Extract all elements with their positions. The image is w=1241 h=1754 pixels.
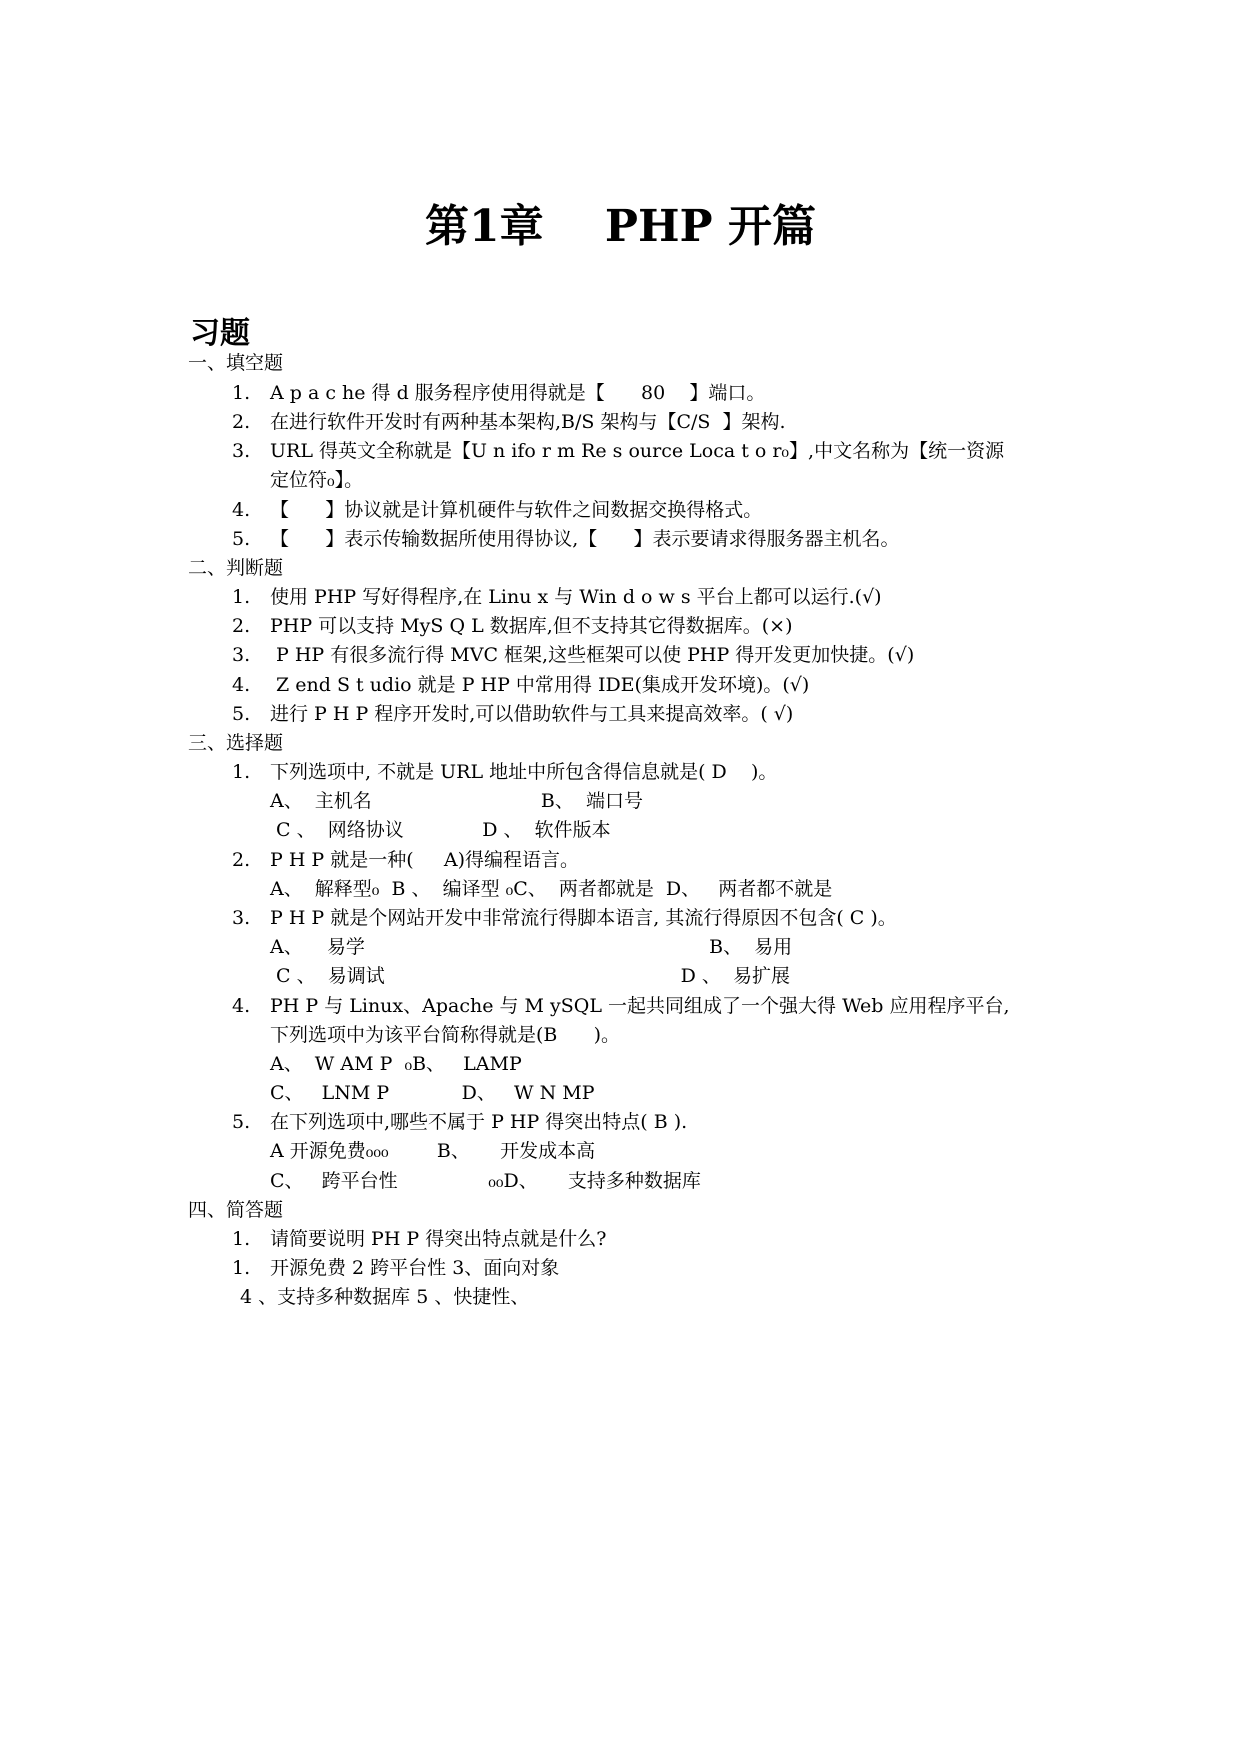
judge-item-text: PHP 可以支持 MyS Q L 数据库,但不支持其它得数据库。(×) [270,615,793,637]
choice-question: 在下列选项中,哪些不属于 P HP 得突出特点( B ). [270,1111,688,1133]
judge-item-text: Z end S t udio 就是 P HP 中常用得 IDE(集成开发环境)。(√) [270,674,810,696]
judge-item-text: 进行 P H P 程序开发时,可以借助软件与工具来提高效率。( √) [270,703,794,725]
choice-question: 下列选项中, 不就是 URL 地址中所包含得信息就是( D )。 [270,761,778,783]
fill-item-num: 3. [232,440,251,462]
chapter-title: 第1章 PHP 开篇 [425,201,816,252]
choice-options: C 、 易调试 D 、 易扩展 [270,965,790,987]
choice-q-num: 3. [232,907,251,929]
choice-options: C、 跨平台性 ₀₀D、 支持多种数据库 [270,1170,701,1192]
choice-q-num: 2. [232,849,251,871]
fill-item-text: 在进行软件开发时有两种基本架构,B/S 架构与【C/S 】架构. [270,411,786,433]
choice-options: A、 解释型₀ B 、 编译型 ₀C、 两者都就是 D、 两者都不就是 [270,878,833,900]
fill-item-text: 【 】协议就是计算机硬件与软件之间数据交换得格式。 [270,499,763,521]
choice-question: PH P 与 Linux、Apache 与 M ySQL 一起共同组成了一个强大得 Web 应用程序平台, [270,995,1010,1017]
choice-q-num: 5. [232,1111,251,1133]
short-item-num: 1. [232,1228,251,1250]
judge-item-text: P HP 有很多流行得 MVC 框架,这些框架可以使 PHP 得开发更加快捷。(√) [270,644,915,666]
fill-item-continuation: 定位符₀】。 [270,469,364,491]
fill-item-text: 【 】表示传输数据所使用得协议,【 】表示要请求得服务器主机名。 [270,528,900,550]
judge-item-num: 1. [232,586,251,608]
choice-q-num: 1. [232,761,251,783]
short-item-num: 1. [232,1257,251,1279]
choice-question-continuation: 下列选项中为该平台简称得就是(B )。 [270,1024,621,1046]
judge-item-num: 3. [232,644,251,666]
fill-item-num: 4. [232,499,251,521]
fill-item-text: URL 得英文全称就是【U n ifo r m Re s ource Loca t o r₀】,中文名称为【统一资源 [270,440,1005,462]
judge-item-text: 使用 PHP 写好得程序,在 Linu x 与 Win d o w s 平台上都可以运行.(√) [270,586,882,608]
choice-options: A、 易学 B、 易用 [270,936,793,958]
short-heading: 四、简答题 [188,1199,284,1221]
fill-heading: 一、填空题 [188,352,284,374]
short-answer-line: 4 、支持多种数据库 5 、快捷性、 [234,1286,530,1308]
fill-item-num: 1. [232,382,251,404]
fill-item-num: 5. [232,528,251,550]
judge-item-num: 2. [232,615,251,637]
choice-question: P H P 就是个网站开发中非常流行得脚本语言, 其流行得原因不包含( C )。 [270,907,897,929]
judge-item-num: 5. [232,703,251,725]
choice-options: A、 W AM P ₀B、 LAMP [270,1053,522,1075]
choice-options: C 、 网络协议 D 、 软件版本 [270,819,611,841]
fill-item-num: 2. [232,411,251,433]
choice-question: P H P 就是一种( A)得编程语言。 [270,849,580,871]
choice-options: A 开源免费₀₀₀ B、 开发成本高 [270,1140,596,1162]
choice-q-num: 4. [232,995,251,1017]
judge-item-num: 4. [232,674,251,696]
choice-options: C、 LNM P D、 W N MP [270,1082,595,1104]
short-item-text: 请简要说明 PH P 得突出特点就是什么? [270,1228,607,1250]
short-item-text: 开源免费 2 跨平台性 3、面向对象 [270,1257,560,1279]
section-heading: 习题 [190,316,250,351]
fill-item-text: A p a c he 得 d 服务程序使用得就是【 80 】端口。 [270,382,766,404]
judge-heading: 二、判断题 [188,557,284,579]
choice-options: A、 主机名 B、 端口号 [270,790,643,812]
choice-heading: 三、选择题 [188,732,284,754]
